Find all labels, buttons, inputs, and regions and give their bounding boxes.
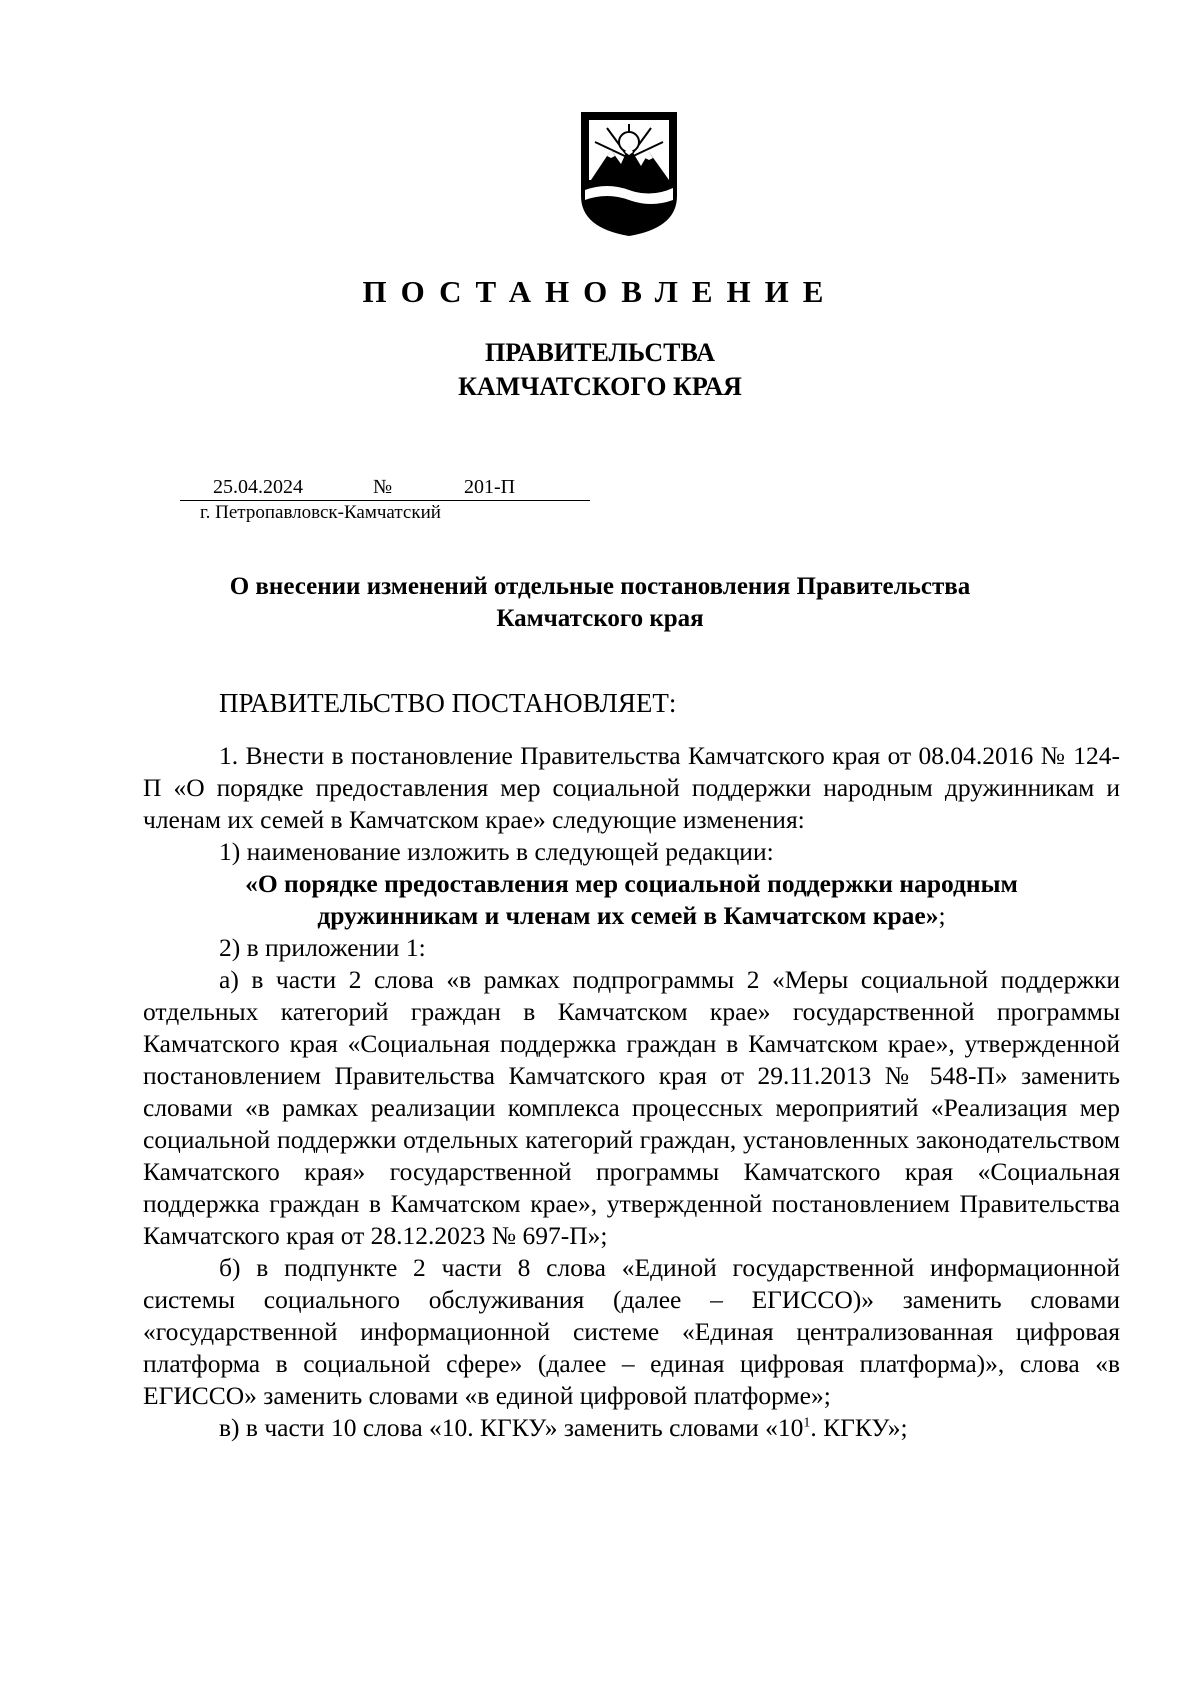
paragraph-4: а) в части 2 слова «в рамках подпрограммы 2 «Меры социальной поддержки отдельных категорий граждан в Камчатском крае» государственной программы Камчатского края «Социальная поддержка граждан в Камчатском крае», утвержденной постановлением Правительства Камчатского края от 29.11.2013 № 548-П» заменить словами «в рамках реализации комплекса процессных мероприятий «Реализация мер социальной поддержки отдельных категорий граждан, установленных законодательством Камчатского края» государственной программы Камчатского края «Социальная поддержка граждан в Камчатском крае», утвержденной постановлением Правительства Камчатского края от 28.12.2023 № 697-П»;: [143, 965, 1120, 1250]
new-name-tail: ;: [938, 901, 946, 930]
paragraph-3: 2) в приложении 1:: [219, 933, 426, 962]
document-title: [140, 571, 1060, 635]
number-label: №: [373, 476, 393, 498]
paragraph-6-superscript: 1: [803, 1415, 811, 1431]
document-meta: [180, 470, 595, 530]
paragraph-1: 1. Внести в постановление Правительства Камчатского края от 08.04.2016 № 124-П «О порядке предоставления мер социальной поддержки народным дружинникам и членам их семей в Камчатском крае» следующие изменения:: [143, 741, 1120, 834]
coat-of-arms-icon: [577, 108, 681, 238]
resolve-statement: ПРАВИТЕЛЬСТВО ПОСТАНОВЛЯЕТ:: [219, 688, 677, 718]
document-type-heading: ПОСТАНОВЛЕНИЕ: [362, 274, 838, 309]
new-name-paragraph: [143, 868, 1120, 932]
document-title-line2: Камчатского края: [496, 605, 704, 632]
document-title-line1: О внесении изменений отдельные постановления Правительства: [229, 573, 971, 600]
government-name-line2: КАМЧАТСКОГО КРАЯ: [458, 372, 742, 401]
government-name-line1: ПРАВИТЕЛЬСТВА: [485, 338, 715, 367]
government-name: [0, 336, 1200, 404]
paragraph-6-part-b: . КГКУ»;: [810, 1413, 908, 1442]
document-city: г. Петропавловск-Камчатский: [200, 502, 441, 523]
paragraph-6-part-a: в) в части 10 слова «10. КГКУ» заменить словами «10: [219, 1413, 804, 1442]
paragraph-5: б) в подпункте 2 части 8 слова «Единой государственной информационной системы социального обслуживания (далее – ЕГИССО)» заменить словами «государственной информационной системе «Единая централизованная цифровая платформа в социальной сфере» (далее – единая цифровая платформа)», слова «в ЕГИССО» заменить словами «в единой цифровой платформе»;: [143, 1253, 1120, 1410]
document-number: 201-П: [464, 476, 516, 498]
document-date: 25.04.2024: [213, 476, 303, 498]
paragraph-6: [143, 1412, 1120, 1444]
new-name-text: «О порядке предоставления мер социальной поддержки народным дружинникам и членам их семей в Камчатском крае»: [245, 869, 1018, 930]
document-body: [143, 740, 1120, 1444]
paragraph-2: 1) наименование изложить в следующей редакции:: [219, 837, 774, 866]
